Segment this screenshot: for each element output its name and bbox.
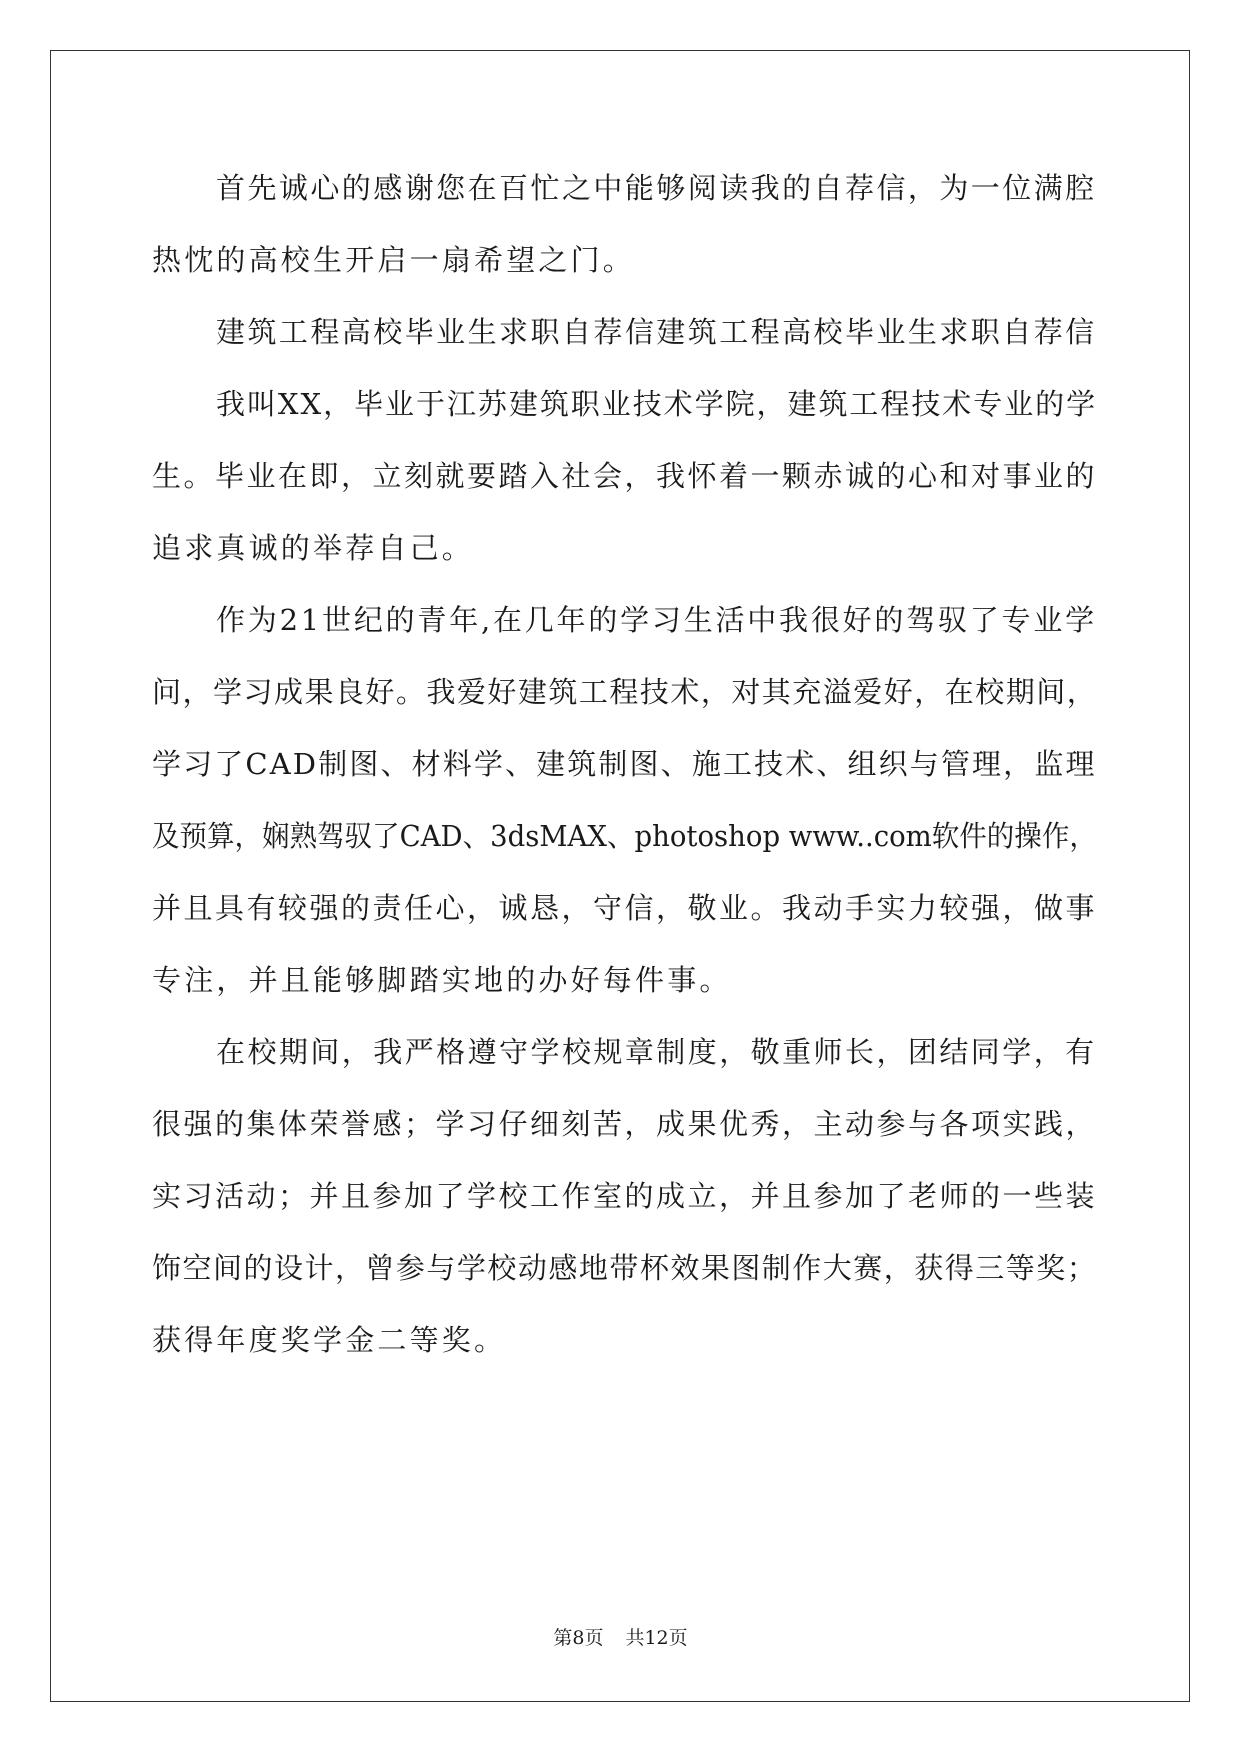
paragraph-5-line-1: 在校期间，我严格遵守学校规章制度，敬重师长，团结同学，有 — [216, 1035, 1097, 1069]
paragraph-5-line-5: 获得年度奖学金二等奖。 — [152, 1323, 507, 1357]
page-number: 第8页 — [553, 1627, 604, 1649]
paragraph-1-line-1: 首先诚心的感谢您在百忙之中能够阅读我的自荐信，为一位满腔 — [216, 171, 1097, 205]
paragraph-5-line-4: 饰空间的设计，曾参与学校动感地带杯效果图制作大赛，获得三等奖； — [152, 1251, 1098, 1285]
paragraph-4-line-3: 学习了CAD制图、材料学、建筑制图、施工技术、组织与管理，监理 — [152, 747, 1097, 781]
paragraph-1-line-2: 热忱的高校生开启一扇希望之门。 — [152, 243, 636, 277]
paragraph-3-line-1: 我叫XX，毕业于江苏建筑职业技术学院，建筑工程技术专业的学 — [216, 387, 1098, 421]
page-total: 共12页 — [625, 1627, 688, 1649]
paragraph-4-line-6: 专注，并且能够脚踏实地的办好每件事。 — [152, 963, 732, 997]
paragraph-4-line-2: 问，学习成果良好。我爱好建筑工程技术，对其充溢爱好，在校期间， — [152, 675, 1098, 709]
paragraph-4-line-4: 及预算，娴熟驾驭了CAD、3dsMAX、photoshop www..com软件的操作， — [152, 819, 1097, 853]
paragraph-4-line-1: 作为21世纪的青年,在几年的学习生活中我很好的驾驭了专业学 — [216, 603, 1097, 637]
paragraph-5-line-2: 很强的集体荣誉感；学习仔细刻苦，成果优秀，主动参与各项实践， — [152, 1107, 1098, 1141]
paragraph-4-line-5: 并且具有较强的责任心，诚恳，守信，敬业。我动手实力较强，做事 — [152, 891, 1098, 925]
paragraph-2-line-1: 建筑工程高校毕业生求职自荐信建筑工程高校毕业生求职自荐信 — [216, 315, 1097, 349]
page-border — [50, 50, 1190, 1702]
page-footer — [0, 1626, 1241, 1650]
paragraph-3-line-2: 生。毕业在即，立刻就要踏入社会，我怀着一颗赤诚的心和对事业的 — [152, 459, 1098, 493]
paragraph-5-line-3: 实习活动；并且参加了学校工作室的成立，并且参加了老师的一些装 — [152, 1179, 1098, 1213]
paragraph-3-line-3: 追求真诚的举荐自己。 — [152, 531, 475, 565]
